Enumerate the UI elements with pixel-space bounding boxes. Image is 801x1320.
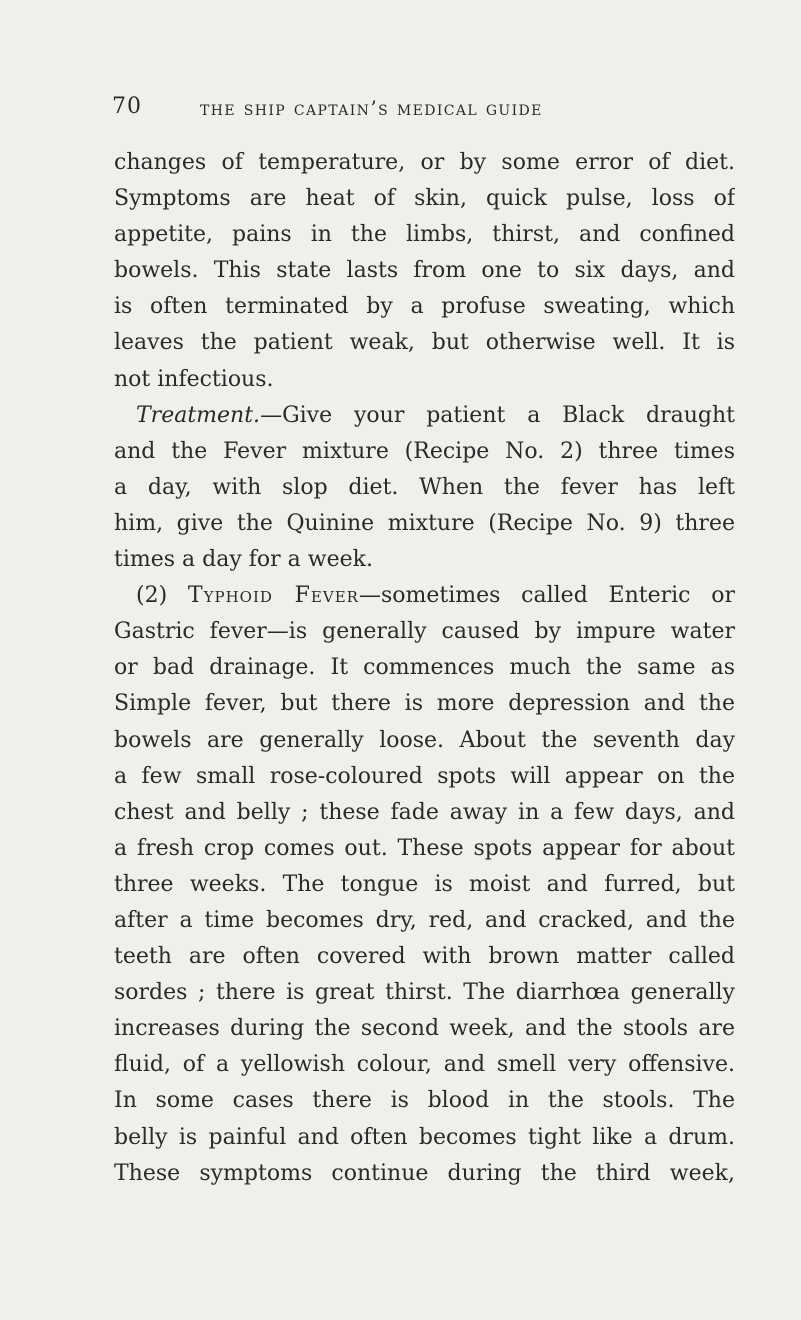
- text-line: him, give the Quinine mixture (Recipe No. 9) three: [114, 510, 735, 536]
- text-line: Symptoms are heat of skin, quick pulse, loss of: [114, 186, 735, 212]
- text-line: leaves the patient weak, but otherwise well. It is: [114, 330, 735, 356]
- text-line: teeth are often covered with brown matter called: [114, 944, 735, 970]
- text-line: sordes ; there is great thirst. The diarrhœa generally: [114, 980, 735, 1006]
- text-line: not infectious.: [114, 366, 274, 392]
- text-line: bowels are generally loose. About the seventh day: [114, 727, 735, 753]
- text-line: or bad drainage. It commences much the same as: [114, 655, 735, 681]
- text-line: three weeks. The tongue is moist and furred, but: [114, 871, 735, 897]
- text-line: Gastric fever—is generally caused by impure water: [114, 619, 735, 645]
- body-text: [114, 145, 735, 1192]
- text-line: after a time becomes dry, red, and cracked, and the: [114, 907, 735, 933]
- text-line: is often terminated by a profuse sweating, which: [114, 294, 735, 320]
- text-line: —sometimes called Enteric or: [358, 583, 735, 609]
- text-line: a fresh crop comes out. These spots appear for about: [114, 835, 735, 861]
- page-header: [0, 94, 801, 124]
- text-line: —Give your patient a Black draught: [260, 402, 735, 428]
- text-line: fluid, of a yellowish colour, and smell very offensive.: [114, 1052, 735, 1078]
- text-line: and the Fever mixture (Recipe No. 2) three times: [114, 438, 735, 464]
- text-line: a day, with slop diet. When the fever has left: [114, 474, 735, 500]
- text-line: Simple fever, but there is more depression and the: [114, 691, 735, 717]
- text-line: In some cases there is blood in the stools. The: [114, 1088, 735, 1114]
- text-line: appetite, pains in the limbs, thirst, and confined: [114, 222, 735, 248]
- running-title: the ship captain’s medical guide: [200, 96, 543, 120]
- typhoid-paragraph-start: [114, 578, 735, 614]
- text-line: a few small rose-coloured spots will appear on the: [114, 763, 735, 789]
- text-line: times a day for a week.: [114, 547, 373, 573]
- text-line: chest and belly ; these fade away in a few days, and: [114, 799, 735, 825]
- page-number: 70: [112, 94, 142, 119]
- text-line: belly is painful and often becomes tight like a drum.: [114, 1124, 735, 1150]
- treatment-paragraph-start: [114, 398, 735, 434]
- treatment-heading: Treatment.: [136, 402, 261, 428]
- text-line: increases during the second week, and the stools are: [114, 1016, 735, 1042]
- text-line: changes of temperature, or by some error of diet.: [114, 150, 735, 175]
- section-number: (2): [136, 583, 168, 609]
- typhoid-heading: Typhoid Fever: [187, 583, 359, 609]
- text-line: These symptoms continue during the third week,: [114, 1160, 735, 1186]
- text-line: bowels. This state lasts from one to six days, and: [114, 258, 735, 284]
